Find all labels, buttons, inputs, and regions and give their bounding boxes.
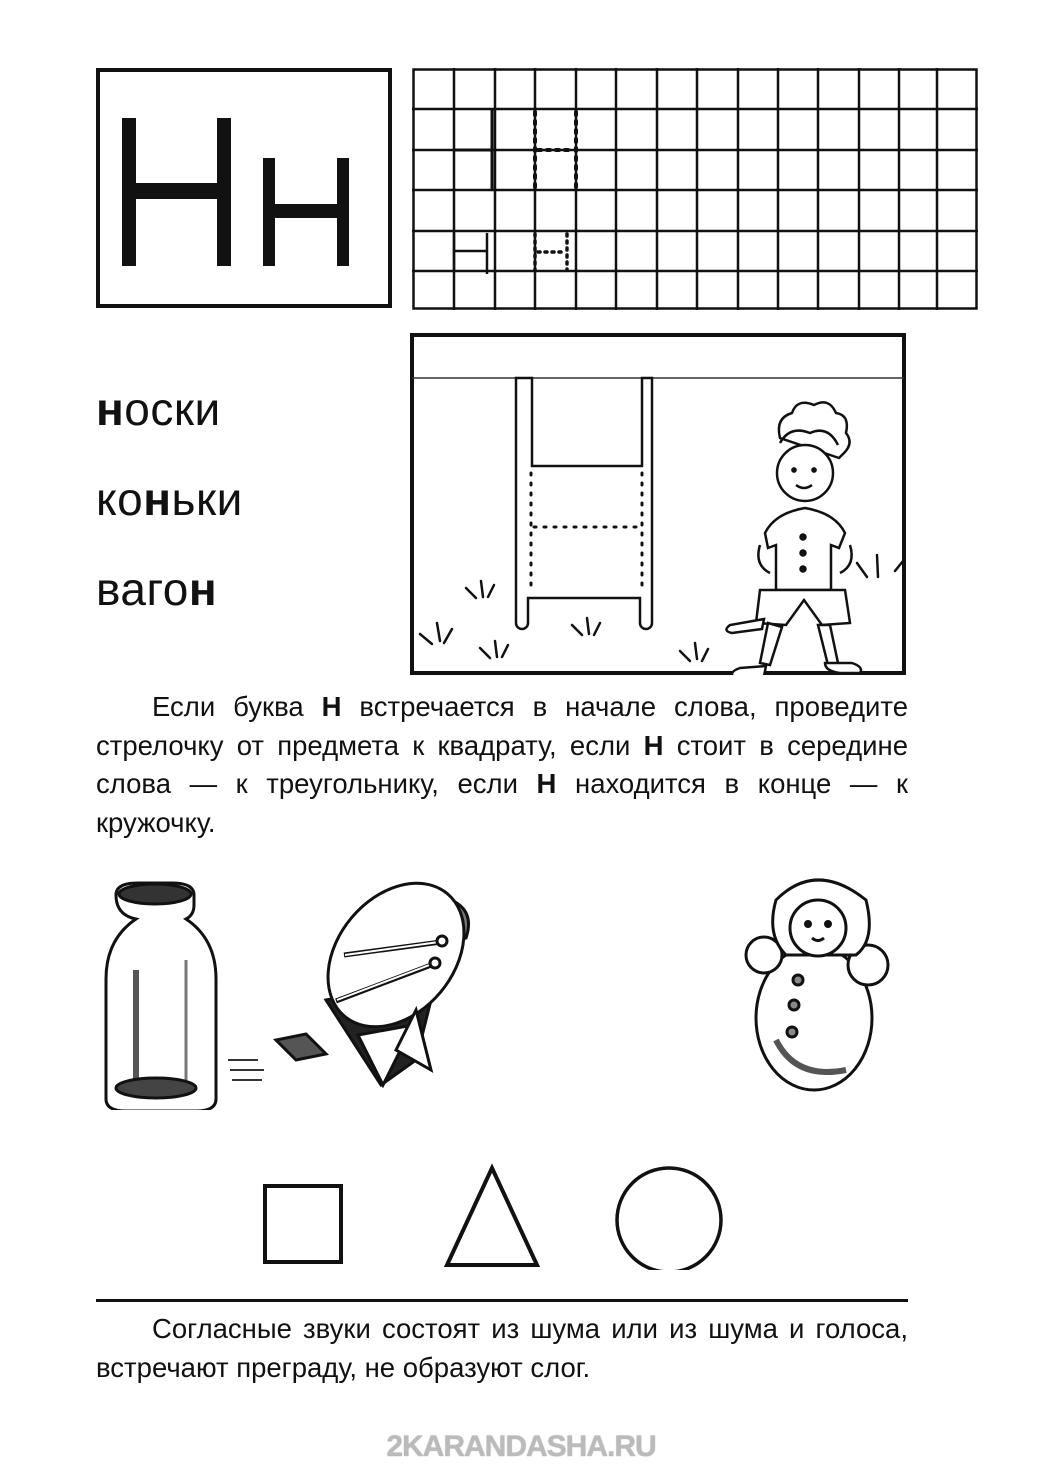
boy-with-letter-n-illustration [410,333,906,675]
objects-row [96,860,916,1110]
highlighted-letter: н [143,473,172,525]
sample-lowercase-n [454,233,487,274]
dotted-uppercase-n [535,112,576,188]
word-noski: носки [96,383,221,435]
bottle-icon [106,883,264,1110]
triangle-target[interactable] [447,1168,537,1265]
instructions-text: Если буква Н встречается в начале слова, проведите стрелочку от предмета к квадрату, если Н стоит в середине слова — к треугольнику, если Н находится в конце — к кружочку. [96,691,909,838]
circle-target[interactable] [617,1168,721,1270]
highlighted-letter: н [188,563,218,615]
letter-card [96,68,392,308]
watermark: 2KARANDASHA.RU [386,1430,656,1463]
highlighted-letter: н [96,383,125,435]
drum-icon [276,860,492,1085]
square-target[interactable] [265,1186,341,1262]
sample-uppercase-n [454,109,492,190]
answer-shapes [255,1160,735,1270]
word-vagon: вагон [96,563,218,615]
writing-grid[interactable] [412,68,978,310]
letter-n-glyph-icon [100,72,388,304]
dotted-lowercase-n [535,234,567,270]
roly-poly-doll-icon [746,880,888,1090]
rule-text: Согласные звуки состоят из шума или из шума и голоса, встречают преграду, не образуют слог. [96,1313,908,1383]
divider [96,1299,908,1302]
word-konki: коньки [96,473,243,525]
